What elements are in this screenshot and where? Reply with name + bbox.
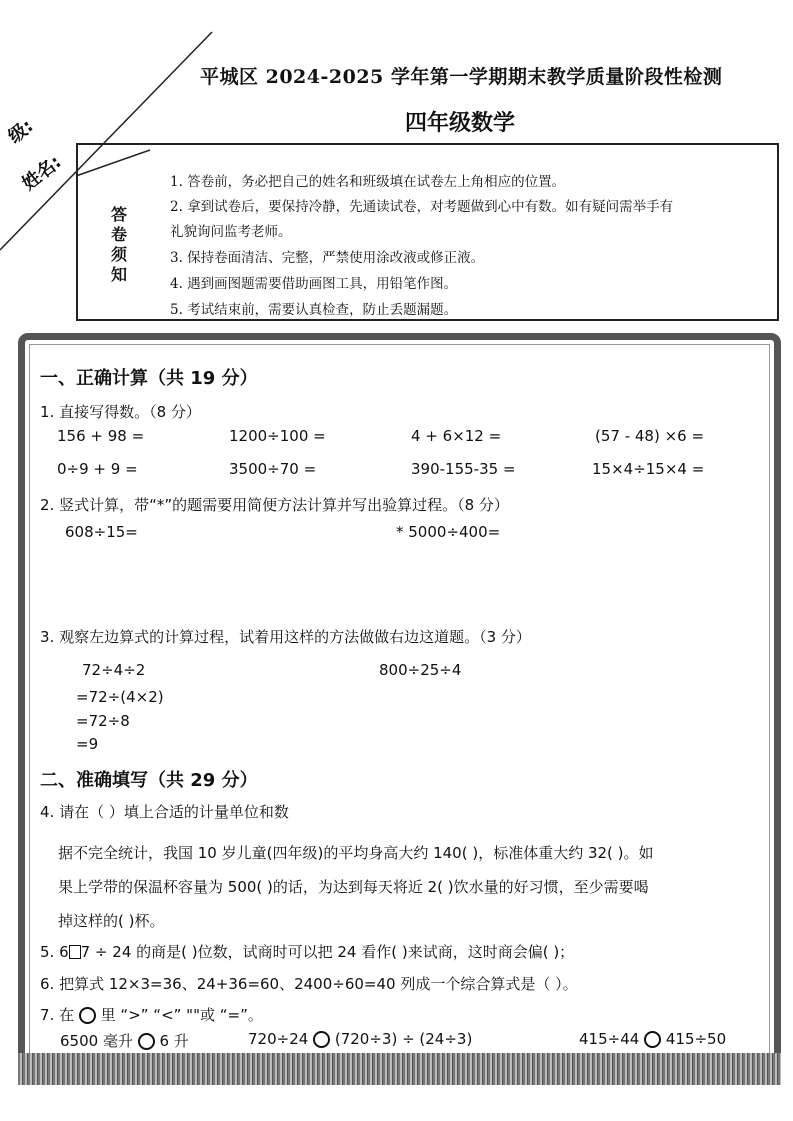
q1-item: 4 + 6×12 =: [411, 427, 502, 445]
q1-item: 390-155-35 =: [411, 460, 516, 478]
q1-item: 156 + 98 =: [57, 427, 145, 445]
exam-subject: 四年级数学: [405, 110, 516, 136]
notice-item: 5. 考试结束前，需要认真检查，防止丢题漏题。: [170, 302, 458, 318]
name-label: 姓名:: [18, 151, 66, 195]
q4-line: 掉这样的( )杯。: [58, 912, 165, 930]
q3-example-step: =72÷(4×2): [76, 688, 164, 706]
q7-right: (720÷3) ÷ (24÷3): [334, 1030, 473, 1048]
q4-line: 果上学带的保温杯容量为 500( )的话，为达到每天将近 2( )饮水量的好习惯，至少需要喝: [58, 878, 649, 896]
q1-item: 15×4÷15×4 =: [592, 460, 705, 478]
section2-heading: 二、准确填写（共 29 分）: [40, 770, 258, 791]
q7-left: 415÷44: [579, 1030, 640, 1048]
section1-heading: 一、正确计算（共 19 分）: [40, 368, 258, 389]
q7-label: [40, 1004, 263, 1025]
q7-left: 720÷24: [248, 1030, 309, 1048]
q7-item: [248, 1030, 472, 1048]
q5-suffix: 7 ÷ 24 的商是( )位数，试商时可以把 24 看作( )来试商，这时商会偏( )；: [80, 943, 575, 961]
notice-item: 2. 拿到试卷后，要保持冷静，先通读试卷，对考题做到心中有数。如有疑问需举手有: [170, 199, 674, 215]
blank-square-icon: [69, 945, 81, 959]
q7-right: 415÷50: [665, 1030, 727, 1048]
q3-label: 3. 观察左边算式的计算过程，试着用这样的方法做做右边这道题。（3 分）: [40, 628, 531, 646]
q3-example-step: =72÷8: [76, 712, 130, 730]
q2-item-a: 608÷15=: [65, 523, 138, 541]
q3-task: 800÷25÷4: [379, 661, 462, 679]
q1-label: 1. 直接写得数。（8 分）: [40, 403, 201, 421]
q6: 6. 把算式 12×3=36、24+36=60、2400÷60=40 列成一个综合算式是（ ）。: [40, 975, 578, 993]
q1-item: 1200÷100 =: [229, 427, 326, 445]
q7-left: 6500 毫升: [60, 1032, 133, 1050]
notice-item: 礼貌询问监考老师。: [170, 224, 292, 240]
q4-line: 据不完全统计，我国 10 岁儿童(四年级)的平均身高大约 140( )，标准体重大约 32( )。如: [58, 844, 654, 862]
notice-item: 4. 遇到画图题需要借助画图工具，用铅笔作图。: [170, 276, 458, 292]
q3-example-step: =9: [76, 735, 99, 753]
q7-item: [579, 1030, 726, 1048]
q7-label-start: 7. 在: [40, 1006, 75, 1024]
notice-item: 3. 保持卷面清洁、完整，严禁使用涂改液或修正液。: [170, 250, 485, 266]
q3-example-step: 72÷4÷2: [82, 661, 146, 679]
notice-heading: 答卷须知: [110, 205, 127, 284]
q1-item: 3500÷70 =: [229, 460, 317, 478]
q2-item-b: * 5000÷400=: [396, 523, 501, 541]
q2-label: 2. 竖式计算，带“*”的题需要用简便方法计算并写出验算过程。（8 分）: [40, 496, 509, 514]
compare-circle-icon[interactable]: [138, 1033, 155, 1050]
q7-right: 6 升: [159, 1032, 189, 1050]
q7-item: [60, 1030, 189, 1051]
notice-item: 1. 答卷前，务必把自己的姓名和班级填在试卷左上角相应的位置。: [170, 174, 566, 190]
compare-circle-icon[interactable]: [313, 1031, 330, 1048]
q5: [40, 941, 574, 962]
q4-label: 4. 请在（ ）填上合适的计量单位和数: [40, 803, 289, 821]
class-label: 级:: [4, 115, 38, 148]
q1-item: 0÷9 + 9 =: [57, 460, 138, 478]
exam-title: 平城区 2024-2025 学年第一学期期末教学质量阶段性检测: [200, 66, 723, 88]
q7-label-rest: 里 “>” “<” ""或 “=”。: [100, 1006, 263, 1024]
circle-icon: [79, 1007, 96, 1024]
q5-prefix: 5. 6: [40, 943, 69, 961]
scan-edge-strip: [18, 1053, 781, 1085]
q1-item: (57 - 48) ×6 =: [595, 427, 705, 445]
compare-circle-icon[interactable]: [644, 1031, 661, 1048]
